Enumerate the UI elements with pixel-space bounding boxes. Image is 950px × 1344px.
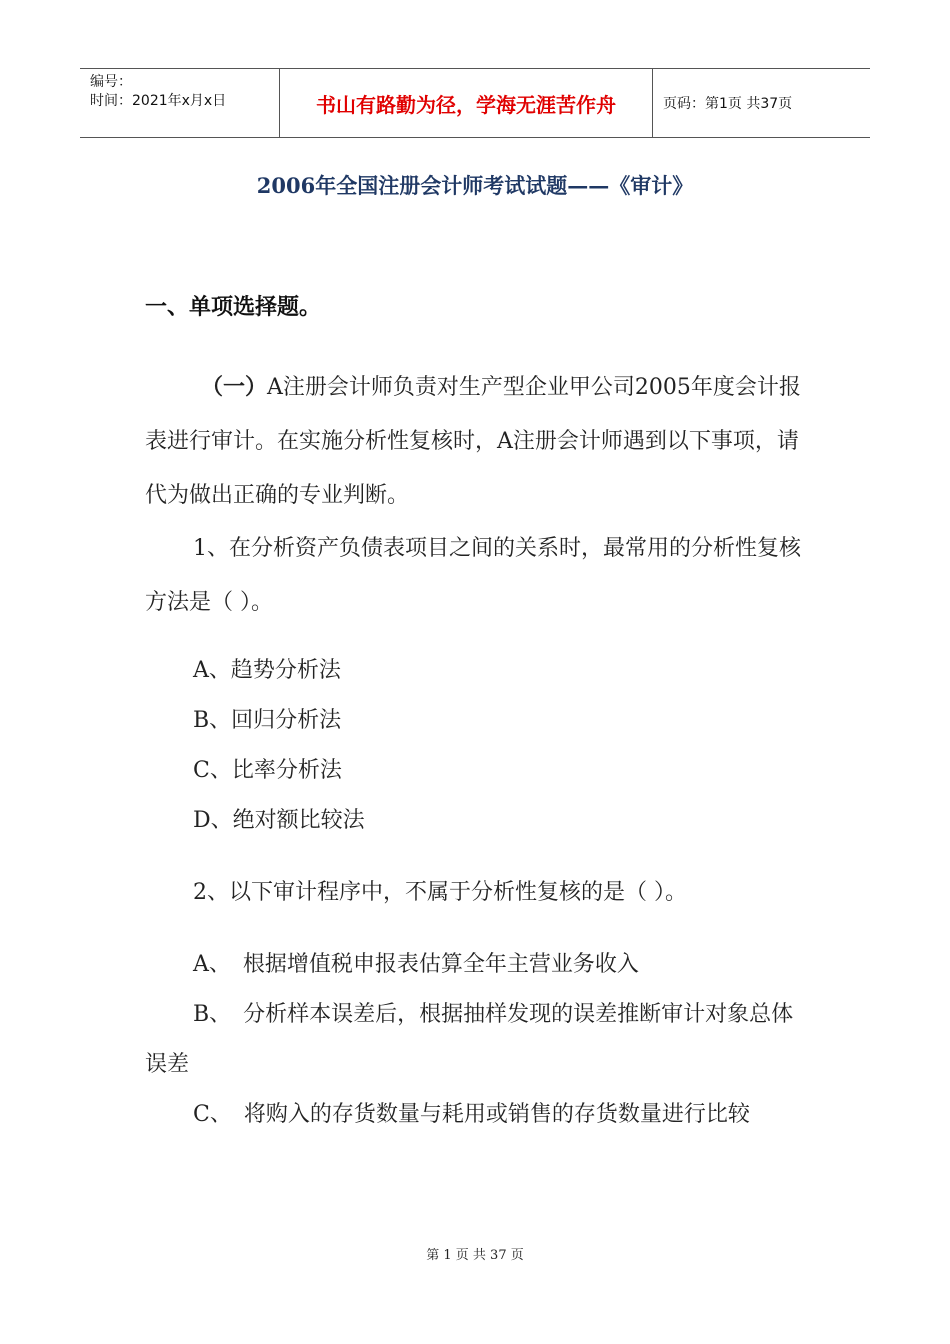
document-title: 2006年全国注册会计师考试试题——《审计》	[256, 173, 694, 198]
header-meta	[80, 69, 280, 137]
intro-text: A注册会计师负责对生产型企业甲公司2005年度会计报表进行审计。在实施分析性复核时，A注册会计师遇到以下事项，请代为做出正确的专业判断。	[145, 375, 801, 508]
question-2-option-c-text: 将购入的存货数量与耗用或销售的存货数量进行比较	[243, 1102, 750, 1127]
question-1-stem: 1、在分析资产负债表项目之间的关系时，最常用的分析性复核方法是（ ）。	[145, 536, 801, 615]
intro-paragraph	[145, 360, 805, 523]
date-label: 时间：2021年x月x日	[90, 93, 227, 109]
question-2-option-b-text: 分析样本误差后，根据抽样发现的误差推断审计对象总体误差	[145, 1002, 794, 1077]
question-2-option-a-letter: A、	[193, 952, 231, 977]
intro-lead: （一）	[201, 374, 268, 400]
question-2-option-b	[145, 990, 805, 1090]
page-header	[80, 68, 870, 138]
question-2-option-c	[145, 1090, 805, 1140]
question-1-option-d: D、绝对额比较法	[193, 808, 365, 833]
header-motto: 书山有路勤为径，学海无涯苦作舟	[280, 69, 653, 137]
question-1-option-b: B、回归分析法	[193, 708, 342, 733]
number-label: 编号：	[90, 74, 132, 90]
question-2-option-b-letter: B、	[193, 1002, 232, 1027]
question-2-option-a	[145, 940, 805, 990]
page-footer: 第 1 页 共 37 页	[426, 1248, 524, 1263]
question-1-option-c: C、比率分析法	[193, 758, 342, 783]
question-2-option-c-letter: C、	[193, 1102, 232, 1127]
header-page-info: 页码：第1页 共37页	[663, 96, 793, 112]
question-1-option-a: A、趋势分析法	[193, 658, 341, 683]
question-2-option-a-text: 根据增值税申报表估算全年主营业务收入	[242, 952, 639, 977]
section-heading: 一、单项选择题。	[145, 294, 322, 320]
question-2-stem: 2、以下审计程序中，不属于分析性复核的是（ ）。	[193, 880, 687, 905]
